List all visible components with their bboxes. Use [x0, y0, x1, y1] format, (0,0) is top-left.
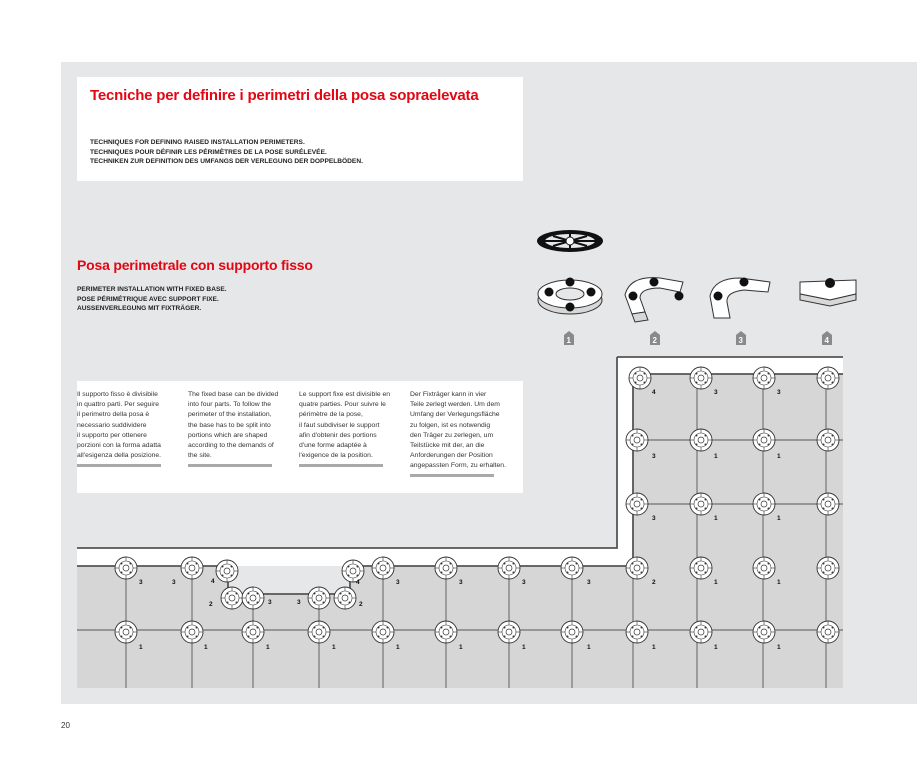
svg-text:3: 3: [396, 579, 400, 586]
svg-text:4: 4: [356, 579, 360, 586]
svg-text:2: 2: [652, 579, 656, 586]
svg-text:3: 3: [738, 336, 743, 345]
split-step-1: [538, 278, 602, 315]
page-title: Tecniche per definire i perimetri della posa sopraelevata: [90, 87, 479, 104]
svg-text:1: 1: [587, 644, 591, 651]
svg-text:1: 1: [266, 644, 270, 651]
svg-text:2: 2: [209, 601, 213, 608]
step-marker-4: [822, 331, 832, 345]
text-column-en: The fixed base can be divided into four parts. To follow the perimeter of the installation, the base has to be split into portions which are shaped according to the demands of the site.: [188, 390, 284, 461]
svg-text:3: 3: [139, 579, 143, 586]
svg-text:1: 1: [566, 336, 571, 345]
svg-text:1: 1: [332, 644, 336, 651]
split-step-2: [625, 278, 684, 323]
svg-text:1: 1: [204, 644, 208, 651]
split-step-3: [710, 278, 770, 319]
step-marker-1: [564, 331, 574, 345]
svg-text:1: 1: [396, 644, 400, 651]
svg-text:3: 3: [522, 579, 526, 586]
svg-text:3: 3: [652, 515, 656, 522]
svg-text:3: 3: [459, 579, 463, 586]
svg-text:3: 3: [587, 579, 591, 586]
page-number: 20: [61, 721, 70, 730]
svg-text:4: 4: [652, 389, 656, 396]
text-column-fr: Le support fixe est divisible en quatre parties. Pour suivre le périmètre de la pose, il faut subdiviser le support afin d'obtenir des portions d'une forme adaptée à l'exigence de la position.: [299, 390, 395, 461]
svg-text:2: 2: [652, 336, 657, 345]
svg-text:1: 1: [777, 579, 781, 586]
svg-text:1: 1: [139, 644, 143, 651]
svg-text:1: 1: [522, 644, 526, 651]
header-subtitle: TECHNIQUES FOR DEFINING RAISED INSTALLATION PERIMETERS. TECHNIQUES POUR DÉFINIR LES PÉRIMÈTRES DE LA POSE SURÉLEVÉE. TECHNIKEN ZUR DEFINITION DES UMFANGS DER VERLEGUNG DER DOPPELBÖDEN.: [90, 139, 363, 165]
text-column-it: Il supporto fisso è divisibile in quattro parti. Per seguire il perimetro della posa è necessario suddividere il supporto per ottenere porzioni con la forma adatta all'esigenza della posizione.: [77, 390, 173, 461]
svg-text:3: 3: [652, 453, 656, 460]
svg-text:1: 1: [459, 644, 463, 651]
svg-text:1: 1: [777, 453, 781, 460]
svg-text:1: 1: [714, 579, 718, 586]
fixed-support-icon: [537, 230, 603, 252]
svg-text:1: 1: [714, 644, 718, 651]
step-marker-3: [736, 331, 746, 345]
svg-text:3: 3: [714, 389, 718, 396]
svg-text:1: 1: [714, 515, 718, 522]
text-column-de: Der Fixträger kann in vier Teile zerlegt werden. Um dem Umfang der Verlegungsfläche zu folgen, ist es notwendig den Träger zu zerlegen, um Teilstücke mit der, an die Anforderungen der Position angepassten Form, zu erhalten.: [410, 390, 514, 472]
svg-text:3: 3: [268, 599, 272, 606]
svg-text:4: 4: [824, 336, 829, 345]
svg-text:3: 3: [297, 599, 301, 606]
section-title: Posa perimetrale con supporto fisso: [77, 257, 313, 273]
split-step-4: [800, 278, 856, 306]
svg-text:2: 2: [359, 601, 363, 608]
step-marker-2: [650, 331, 660, 345]
svg-text:4: 4: [211, 578, 215, 585]
svg-text:1: 1: [714, 453, 718, 460]
svg-text:1: 1: [652, 644, 656, 651]
svg-text:3: 3: [172, 579, 176, 586]
svg-text:1: 1: [777, 515, 781, 522]
section-subtitle: PERIMETER INSTALLATION WITH FIXED BASE. POSE PÉRIMÉTRIQUE AVEC SUPPORT FIXE. AUSSENVERLEGUNG MIT FIXTRÄGER.: [77, 286, 227, 312]
svg-text:1: 1: [777, 644, 781, 651]
svg-text:3: 3: [777, 389, 781, 396]
